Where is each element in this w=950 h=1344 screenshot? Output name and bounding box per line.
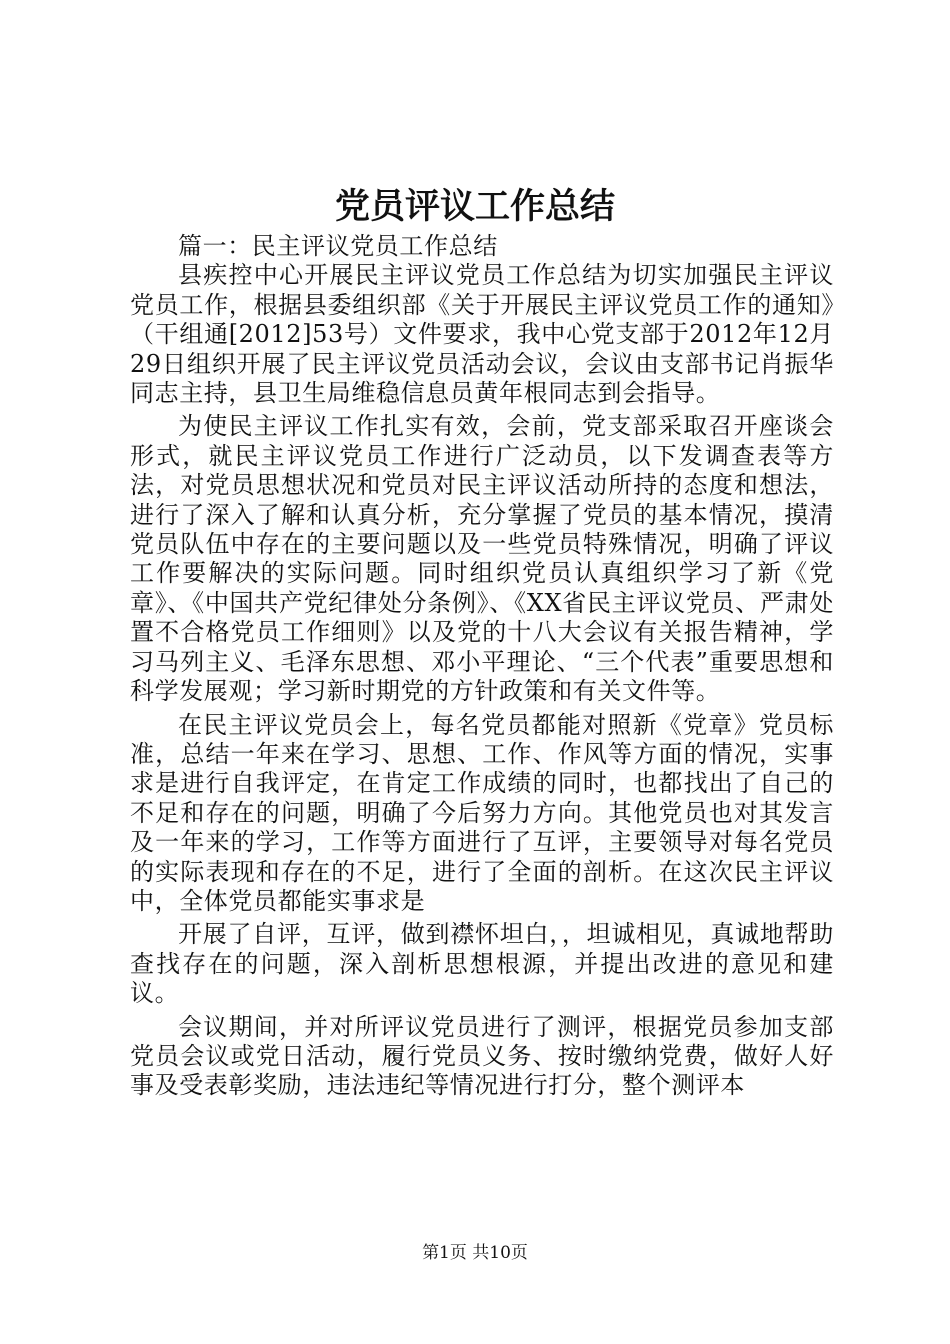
- document-body: [130, 232, 834, 1101]
- paragraph: 为使民主评议工作扎实有效，会前，党支部采取召开座谈会形式，就民主评议党员工作进行广泛动员，以下发调查表等方法，对党员思想状况和党员对民主评议活动所持的态度和想法，进行了深入了解和认真分析，充分掌握了党员的基本情况，摸清党员队伍中存在的主要问题以及一些党员特殊情况，明确了评议工作要解决的实际问题。同时组织党员认真组织学习了新《党章》、《中国共产党纪律处分条例》、《XX省民主评议党员、严肃处置不合格党员工作细则》以及党的十八大会议有关报告精神，学习马列主义、毛泽东思想、邓小平理论、“三个代表”重要思想和科学发展观；学习新时期党的方针政策和有关文件等。: [130, 412, 834, 706]
- page-footer: 第1页 共10页: [422, 1243, 528, 1263]
- paragraph: 会议期间，并对所评议党员进行了测评，根据党员参加支部党员会议或党日活动，履行党员义务、按时缴纳党费，做好人好事及受表彰奖励，违法违纪等情况进行打分，整个测评本: [130, 1012, 834, 1100]
- section-heading: 篇一：民主评议党员工作总结: [178, 232, 498, 260]
- paragraph: 在民主评议党员会上，每名党员都能对照新《党章》党员标准，总结一年来在学习、思想、工作、作风等方面的情况，实事求是进行自我评定，在肯定工作成绩的同时，也都找出了自己的不足和存在的问题，明确了今后努力方向。其他党员也对其发言及一年来的学习，工作等方面进行了互评，主要领导对每名党员的实际表现和存在的不足，进行了全面的剖析。在这次民主评议中，全体党员都能实事求是: [130, 710, 834, 915]
- paragraph: 开展了自评，互评，做到襟怀坦白，，坦诚相见，真诚地帮助查找存在的问题，深入剖析思想根源，并提出改进的意见和建议。: [130, 920, 834, 1008]
- page-title: 党员评议工作总结: [334, 186, 615, 227]
- paragraph: 县疾控中心开展民主评议党员工作总结为切实加强民主评议党员工作，根据县委组织部《关于开展民主评议党员工作的通知》（干组通[2012]53号）文件要求，我中心党支部于2012年12月29日组织开展了民主评议党员活动会议，会议由支部书记肖振华同志主持，县卫生局维稳信息员黄年根同志到会指导。: [130, 261, 834, 408]
